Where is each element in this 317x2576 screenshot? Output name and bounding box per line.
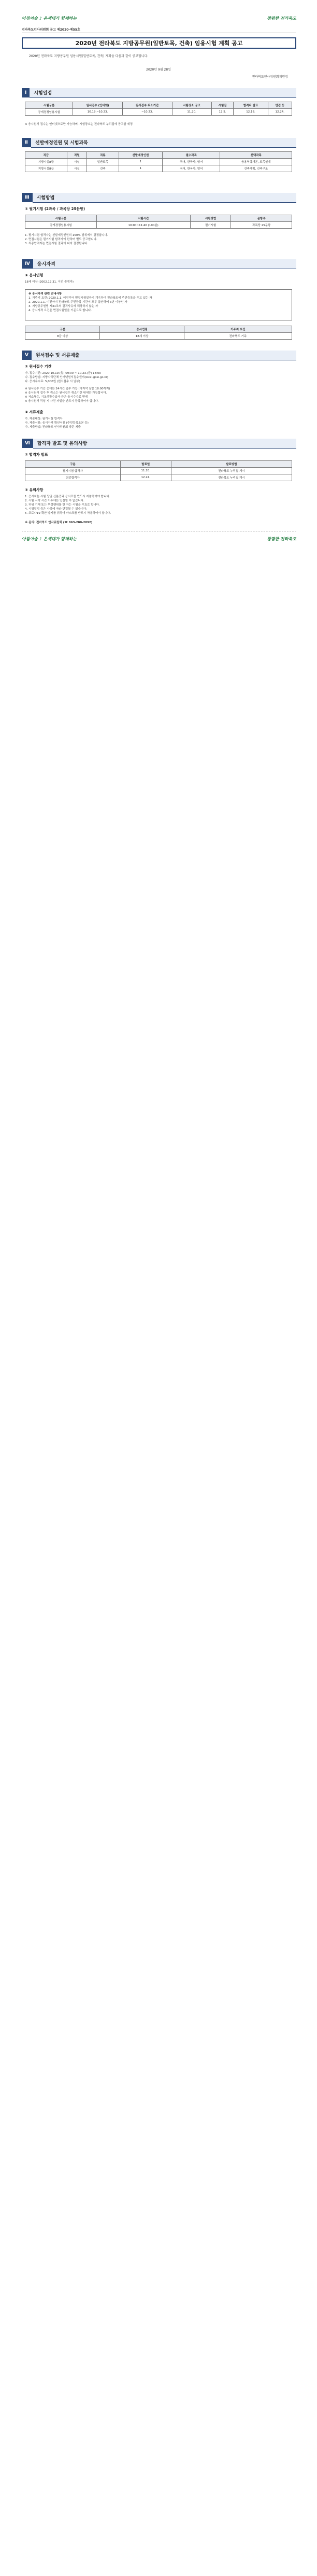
table-cell: 시설 <box>67 165 87 172</box>
method-subtitle: ① 필기시험 (2과목 / 과목당 25문항) <box>25 207 85 211</box>
list-item: 가. 접수기간: 2020.10.19.(월) 09:00 ~ 10.23.(금) 18:00 <box>25 372 101 375</box>
list-item: 5. 코로나19 확산 방지를 위하여 마스크를 반드시 착용하여야 합니다. <box>25 512 111 515</box>
table-cell: 응용역학개론, 토목설계 <box>220 159 292 165</box>
qualification-subtitle: ① 응시연령 <box>25 273 44 277</box>
notices <box>25 495 294 515</box>
table-header: 발표일 <box>120 461 171 468</box>
section-title: 원서접수 및 서류제출 <box>32 351 296 360</box>
table-cell: 시설 <box>67 159 87 165</box>
table-row <box>25 165 292 172</box>
list-item: 4. 시험일정 등은 사정에 따라 변경될 수 있습니다. <box>25 508 88 511</box>
table-cell: 8급 이상 <box>25 333 100 340</box>
table-row <box>25 468 292 474</box>
table-header: 선발예정인원 <box>119 152 163 159</box>
table-header: 직급 <box>25 152 67 159</box>
slogan-banner <box>22 15 296 22</box>
box-line: 3. 지방공무원법 제31조의 결격사유에 해당하지 않는 자 <box>28 305 98 308</box>
table-cell: 12.18. <box>234 109 268 116</box>
table-cell: 필기시험 <box>190 222 231 229</box>
table-header: 시험시간 <box>96 215 190 222</box>
residence-table <box>25 326 292 340</box>
box-title: ※ 응시자격 관련 안내사항 <box>28 292 62 296</box>
table-header: 발표방법 <box>171 461 292 468</box>
docs-items <box>25 417 294 429</box>
section-method <box>22 193 296 202</box>
list-item: 다. 응시수수료: 5,000원 (원서접수 시 납부) <box>25 380 80 383</box>
note-line: 2. 면접시험은 필기시험 합격자에 한하며 별도 공고합니다. <box>25 238 97 241</box>
intro-paragraph: 2020년 전라북도 지방공무원 임용시험(일반토목, 건축) 계획을 다음과 같이 공고합니다. <box>29 54 149 58</box>
apply-notes <box>25 387 294 403</box>
table-header: 면접 등 <box>268 102 292 109</box>
apply-subtitle: ① 원서접수 기간 <box>25 365 52 369</box>
table-row <box>25 474 292 481</box>
page-title: 2020년 전라북도 지방공무원(일반토목, 건축) 임용시험 계획 공고 <box>22 37 296 49</box>
table-cell: 지방시설8급 <box>25 165 67 172</box>
table-header: 구분 <box>25 461 121 468</box>
note-line: ※ 저소득층, 기초생활수급자 등은 응시수수료 면제 <box>25 396 88 399</box>
list-item: 3. 허위 기재 또는 부정행위를 한 자는 시험을 무효로 합니다. <box>25 503 100 507</box>
table-cell: 12.24. <box>268 109 292 116</box>
section-schedule <box>22 88 296 97</box>
list-item: 나. 접수방법: 지방자치단체 인터넷원서접수센터(local.gosi.go.kr) <box>25 376 108 379</box>
table-row <box>25 109 292 116</box>
table-cell: 건축 <box>87 165 119 172</box>
notice-subtitle: ② 유의사항 <box>25 488 44 492</box>
table-cell: 1 <box>119 165 163 172</box>
table-header: 직류 <box>87 152 119 159</box>
method-table <box>25 215 292 229</box>
slogan-text-2: 청렴한 전라북도 <box>267 536 296 541</box>
table-cell: 1 <box>119 159 163 165</box>
table-header: 직렬 <box>67 152 87 159</box>
table-row <box>25 222 292 229</box>
table-header: 거주지 요건 <box>184 326 292 333</box>
section-title: 합격자 발표 및 유의사항 <box>33 439 296 449</box>
slogan-banner <box>22 535 296 542</box>
section-title: 선발예정인원 및 시험과목 <box>31 138 296 148</box>
list-item: 2. 시험 시작 시간 이후에는 입실할 수 없습니다. <box>25 499 84 502</box>
table-cell: 공개경쟁임용시험 <box>25 222 97 229</box>
list-item: 다. 제출방법: 전라북도 인사위원회 방문 제출 <box>25 426 81 429</box>
table-cell: 과목당 25문항 <box>231 222 292 229</box>
list-item: 나. 제출서류: 응시자격 확인서류 (주민등록초본 등) <box>25 422 89 425</box>
table-cell: 12.5. <box>211 109 234 116</box>
table-cell: 10.19.~10.23. <box>73 109 122 116</box>
section-title: 응시자격 <box>33 259 296 269</box>
table-cell: 국어, 한국사, 영어 <box>163 165 220 172</box>
table-header: 시험장소 공고 <box>172 102 211 109</box>
table-header: 합격자 발표 <box>234 102 268 109</box>
section-number: Ⅱ <box>22 138 31 147</box>
table-header: 선택과목 <box>220 152 292 159</box>
note-line: 3. 최종합격자는 면접시험 결과에 따라 결정합니다. <box>25 242 88 245</box>
result-subtitle: ① 합격자 발표 <box>25 453 48 457</box>
table-cell: 전라북도 거주 <box>184 333 292 340</box>
docs-subtitle: ② 서류제출 <box>25 410 44 414</box>
box-line: 4. 응시자격 요건은 면접시험일을 기준으로 합니다. <box>28 309 92 312</box>
box-line: 1. 거주지 요건: 2020.1.1. 이전부터 면접시험일까지 계속하여 전라북도에 주민등록을 두고 있는 자 <box>28 297 152 300</box>
table-header: 시험방법 <box>190 215 231 222</box>
qualification-box <box>25 289 292 320</box>
method-notes <box>25 233 294 246</box>
table-cell: 10:00~11:40 (100분) <box>96 222 190 229</box>
exam-subject-table <box>25 151 292 172</box>
table-header: 문항수 <box>231 215 292 222</box>
issuer: 전라북도인사위원회위원장 <box>252 75 288 79</box>
table-cell: 건축계획, 건축구조 <box>220 165 292 172</box>
table-cell: 지방시설8급 <box>25 159 67 165</box>
table-header: 원서접수 (인터넷) <box>73 102 122 109</box>
section-application <box>22 351 296 360</box>
note-line: ※ 응시원서 작성 시 사진 파일을 반드시 등록하여야 합니다. <box>25 400 99 403</box>
apply-items <box>25 371 294 384</box>
section-results <box>22 439 296 448</box>
table-header: 필수과목 <box>163 152 220 159</box>
table-cell: 전라북도 누리집 게시 <box>171 468 292 474</box>
section-number: Ⅳ <box>22 259 33 269</box>
table-row <box>25 159 292 165</box>
section-title: 시험방법 <box>33 193 296 203</box>
table-cell: 18세 이상 <box>100 333 184 340</box>
table-cell: 공개경쟁임용시험 <box>25 109 73 116</box>
slogan-text: 아침이슬 ♪ 온세대가 함께하는 <box>22 536 77 541</box>
table-cell: 필기시험 합격자 <box>25 468 121 474</box>
list-item: 가. 제출대상: 필기시험 합격자 <box>25 417 63 421</box>
table-cell: 12.24. <box>120 474 171 481</box>
section-number: Ⅲ <box>22 193 33 202</box>
note-line: 1. 필기시험 합격자는 선발예정인원의 150% 범위에서 결정합니다. <box>25 234 108 237</box>
table-cell: 11.20. <box>172 109 211 116</box>
contact-line: ※ 문의: 전라북도 인사위원회 (☎ 063-280-2092) <box>25 521 93 524</box>
slogan-text-2: 청렴한 전라북도 <box>267 15 296 21</box>
result-table <box>25 460 292 481</box>
table-header: 구분 <box>25 326 100 333</box>
table-cell: ~10.23. <box>122 109 172 116</box>
announcement-date: 2020년 9월 28일 <box>146 68 171 72</box>
section-number: Ⅰ <box>22 88 30 97</box>
table-header: 시험구분 <box>25 102 73 109</box>
table-row <box>25 333 292 340</box>
table-header: 응시연령 <box>100 326 184 333</box>
schedule-table <box>25 102 292 116</box>
table-cell: 최종합격자 <box>25 474 121 481</box>
schedule-note: ※ 응시원서 접수는 인터넷으로만 가능하며, 시험장소는 전라북도 누리집에 공고할 예정 <box>25 123 133 126</box>
section-number: Ⅴ <box>22 351 32 360</box>
section-qualification <box>22 259 296 269</box>
section-number: Ⅵ <box>22 439 33 448</box>
slogan-text: 아침이슬 ♪ 온세대가 함께하는 <box>22 15 77 21</box>
table-header: 시험구분 <box>25 215 97 222</box>
table-header: 시험일 <box>211 102 234 109</box>
note-line: ※ 원서접수 기간 중에는 24시간 접수 가능 (마지막 날은 18:00까지) <box>25 387 110 390</box>
table-cell: 전라북도 누리집 게시 <box>171 474 292 481</box>
list-item: 1. 응시자는 시험 당일 신분증과 응시표를 반드시 지참하여야 합니다. <box>25 495 110 498</box>
announcement-number: 전라북도인사위원회 공고 제2020-제55호 <box>22 27 296 33</box>
section-recruit <box>22 138 296 147</box>
table-cell: 국어, 한국사, 영어 <box>163 159 220 165</box>
table-header: 원서접수 취소기간 <box>122 102 172 109</box>
qualification-text: 18세 이상 (2002.12.31. 이전 출생자) <box>25 281 74 284</box>
box-line: 2. 2020.1.1. 이전까지 전라북도 주민등록 기간이 모두 합산하여 3년 이상인 자 <box>28 301 127 304</box>
section-title: 시험일정 <box>30 88 296 98</box>
table-cell: 일반토목 <box>87 159 119 165</box>
table-cell: 11.20. <box>120 468 171 474</box>
note-line: ※ 응시원서 접수 후 취소는 원서접수 취소기간 내에만 가능합니다. <box>25 391 107 395</box>
